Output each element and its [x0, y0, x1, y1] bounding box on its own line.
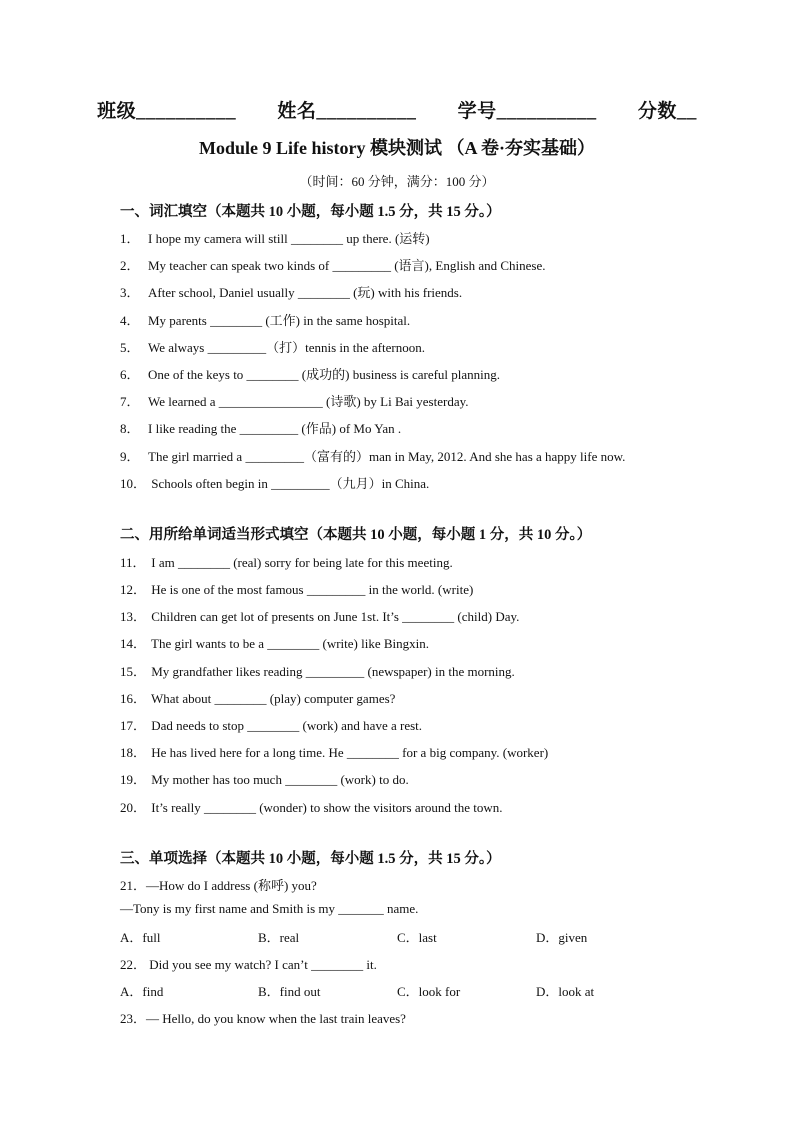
question-item	[120, 228, 430, 247]
question-item	[120, 364, 500, 383]
option-c[interactable]: C．last	[397, 930, 437, 945]
question-number: 5．	[120, 340, 140, 355]
question-text: The girl married a _________（富有的）man in May, 2012. And she has a happy life now.	[148, 449, 626, 464]
question-text: My parents ________ (工作) in the same hospital.	[148, 313, 411, 328]
question-item	[120, 633, 429, 652]
question-number: 22．	[120, 957, 147, 972]
section-2-title: 二、用所给单词适当形式填空（本题共 10 小题，每小题 1 分，共 10 分。）	[120, 527, 592, 543]
question-item	[120, 552, 453, 571]
option-b[interactable]: B．find out	[258, 984, 321, 999]
exam-subtitle: （时间：60 分钟，满分：100 分）	[299, 174, 495, 189]
section-1-title: 一、词汇填空（本题共 10 小题，每小题 1.5 分，共 15 分。）	[120, 204, 501, 220]
option-c[interactable]: C．look for	[397, 984, 461, 999]
name-field[interactable]: 姓名__________	[277, 101, 417, 122]
question-text: Dad needs to stop ________ (work) and have a rest.	[148, 718, 423, 733]
question-text: My grandfather likes reading _________ (newspaper) in the morning.	[148, 664, 515, 679]
question-text: My teacher can speak two kinds of _________ (语言), English and Chinese.	[148, 258, 546, 273]
question-item	[120, 769, 409, 788]
student-info-line	[0, 96, 794, 123]
question-item	[120, 1008, 406, 1027]
question-number: 21．	[120, 878, 147, 893]
question-item	[120, 337, 425, 356]
question-item	[120, 715, 422, 734]
question-number: 17．	[120, 718, 147, 733]
question-number: 8．	[120, 421, 140, 436]
question-item	[120, 742, 548, 761]
exam-title: Module 9 Life history 模块测试 （A 卷·夯实基础）	[199, 138, 595, 158]
question-item	[120, 954, 377, 973]
question-text: One of the keys to ________ (成功的) business is careful planning.	[148, 367, 501, 382]
question-text: Children can get lot of presents on June 1st. It’s ________ (child) Day.	[148, 609, 520, 624]
question-item	[120, 255, 546, 274]
question-item	[120, 875, 317, 894]
question-text: After school, Daniel usually ________ (玩) with his friends.	[148, 285, 463, 300]
question-number: 4．	[120, 313, 140, 328]
question-number: 18．	[120, 745, 147, 760]
question-item	[120, 661, 515, 680]
score-field[interactable]: 分数__	[637, 101, 697, 122]
option-a[interactable]: A．find	[120, 984, 164, 999]
question-text: —How do I address (称呼) you?	[146, 878, 317, 893]
question-item	[120, 688, 395, 707]
question-text: I like reading the _________ (作品) of Mo Yan .	[148, 421, 402, 436]
question-text: He has lived here for a long time. He ________ for a big company. (worker)	[148, 745, 549, 760]
question-text: I hope my camera will still ________ up there. (运转)	[148, 231, 430, 246]
question-text: Schools often begin in _________（九月）in China.	[148, 476, 430, 491]
question-number: 6．	[120, 367, 140, 382]
question-number: 13．	[120, 609, 147, 624]
question-number: 3．	[120, 285, 140, 300]
question-item	[120, 282, 462, 301]
question-text: He is one of the most famous _________ in the world. (write)	[148, 582, 474, 597]
question-item	[120, 391, 469, 410]
question-item	[120, 418, 401, 437]
question-number: 16．	[120, 691, 147, 706]
class-field[interactable]: 班级__________	[97, 101, 237, 122]
question-number: 19．	[120, 772, 147, 787]
question-text: It’s really ________ (wonder) to show the visitors around the town.	[148, 800, 503, 815]
question-number: 9．	[120, 449, 140, 464]
question-number: 2．	[120, 258, 140, 273]
question-number: 10．	[120, 476, 147, 491]
question-item	[120, 579, 473, 598]
option-d[interactable]: D．look at	[536, 984, 595, 999]
question-item	[120, 310, 410, 329]
question-text: We always _________（打）tennis in the afternoon.	[148, 340, 425, 355]
question-item	[120, 606, 519, 625]
option-a[interactable]: A．full	[120, 930, 161, 945]
question-line: —Tony is my first name and Smith is my _______ name.	[120, 901, 419, 916]
question-number: 20．	[120, 800, 147, 815]
student-number-field[interactable]: 学号__________	[457, 101, 597, 122]
question-text: — Hello, do you know when the last train leaves?	[146, 1011, 406, 1026]
question-item	[120, 473, 429, 492]
question-text: What about ________ (play) computer games?	[148, 691, 396, 706]
option-b[interactable]: B．real	[258, 930, 300, 945]
question-number: 15．	[120, 664, 147, 679]
question-text: We learned a ________________ (诗歌) by Li Bai yesterday.	[148, 394, 469, 409]
question-item	[120, 797, 503, 816]
section-3-title: 三、单项选择（本题共 10 小题，每小题 1.5 分，共 15 分。）	[120, 851, 501, 867]
question-text: I am ________ (real) sorry for being late for this meeting.	[148, 555, 453, 570]
option-d[interactable]: D．given	[536, 930, 588, 945]
question-number: 7．	[120, 394, 140, 409]
question-item	[120, 446, 625, 465]
question-text: The girl wants to be a ________ (write) like Bingxin.	[148, 636, 430, 651]
question-number: 12．	[120, 582, 147, 597]
question-number: 23．	[120, 1011, 147, 1026]
question-text: Did you see my watch? I can’t ________ it.	[146, 957, 377, 972]
question-number: 14．	[120, 636, 147, 651]
question-number: 1．	[120, 231, 140, 246]
question-number: 11．	[120, 555, 146, 570]
question-text: My mother has too much ________ (work) to do.	[148, 772, 409, 787]
